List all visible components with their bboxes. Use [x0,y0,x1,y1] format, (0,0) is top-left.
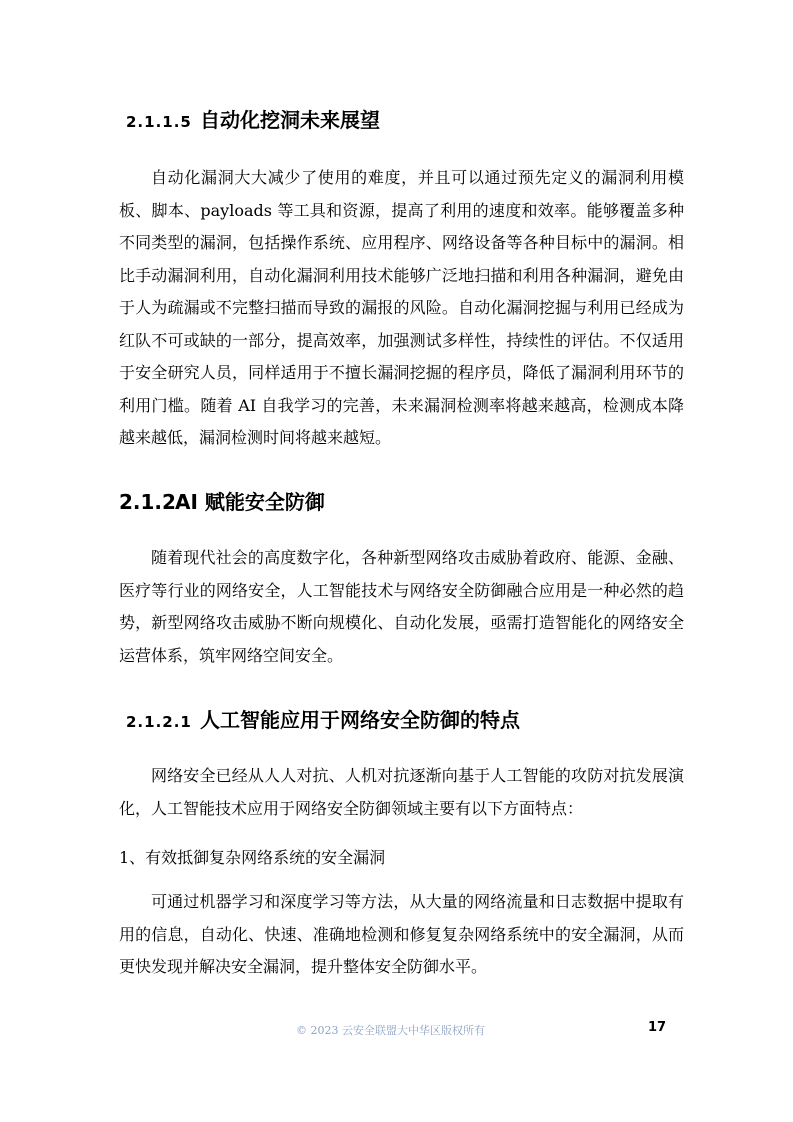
heading-2-1-1-5 [126,104,380,133]
section-number: 2.1.1.5 [126,113,192,131]
heading-2-1-2-1 [126,704,520,733]
paragraph-item1-detail: 可通过机器学习和深度学习等方法，从大量的网络流量和日志数据中提取有用的信息，自动化、快速、准确地检测和修复复杂网络系统中的安全漏洞，从而更快发现并解决安全漏洞，提升整体安全防御水平。 [119,892,684,976]
footer-copyright: © 2023 云安全联盟大中华区版权所有 [296,1024,485,1037]
heading-2-1-2 [119,486,325,515]
section-title: 自动化挖洞未来展望 [200,108,380,132]
section-number: 2.1.2.1 [126,713,192,731]
paragraph-automation-outlook: 自动化漏洞大大减少了使用的难度，并且可以通过预先定义的漏洞利用模板、脚本、payloads 等工具和资源，提高了利用的速度和效率。能够覆盖多种不同类型的漏洞，包括操作系统、应用程序、网络设备等各种目标中的漏洞。相比手动漏洞利用，自动化漏洞利用技术能够广泛地扫描和利用各种漏洞，避免由于人为疏漏或不完整扫描而导致的漏报的风险。自动化漏洞挖掘与利用已经成为红队不可或缺的一部分，提高效率，加强测试多样性，持续性的评估。不仅适用于安全研究人员，同样适用于不擅长漏洞挖掘的程序员，降低了漏洞利用环节的利用门槛。随着 AI 自我学习的完善，未来漏洞检测率将越来越高，检测成本降越来越低，漏洞检测时间将越来越短。 [119,168,684,447]
paragraph-ai-features: 网络安全已经从人人对抗、人机对抗逐渐向基于人工智能的攻防对抗发展演化，人工智能技术应用于网络安全防御领域主要有以下方面特点： [119,766,684,818]
section-title: AI 赋能安全防御 [175,490,325,514]
section-number: 2.1.2 [119,490,176,514]
page-number: 17 [648,1020,667,1035]
list-item-1: 1、有效抵御复杂网络系统的安全漏洞 [119,848,386,867]
section-title: 人工智能应用于网络安全防御的特点 [200,708,520,732]
paragraph-ai-defense: 随着现代社会的高度数字化，各种新型网络攻击威胁着政府、能源、金融、医疗等行业的网络安全，人工智能技术与网络安全防御融合应用是一种必然的趋势，新型网络攻击威胁不断向规模化、自动化发展，亟需打造智能化的网络安全运营体系，筑牢网络空间安全。 [119,548,684,665]
